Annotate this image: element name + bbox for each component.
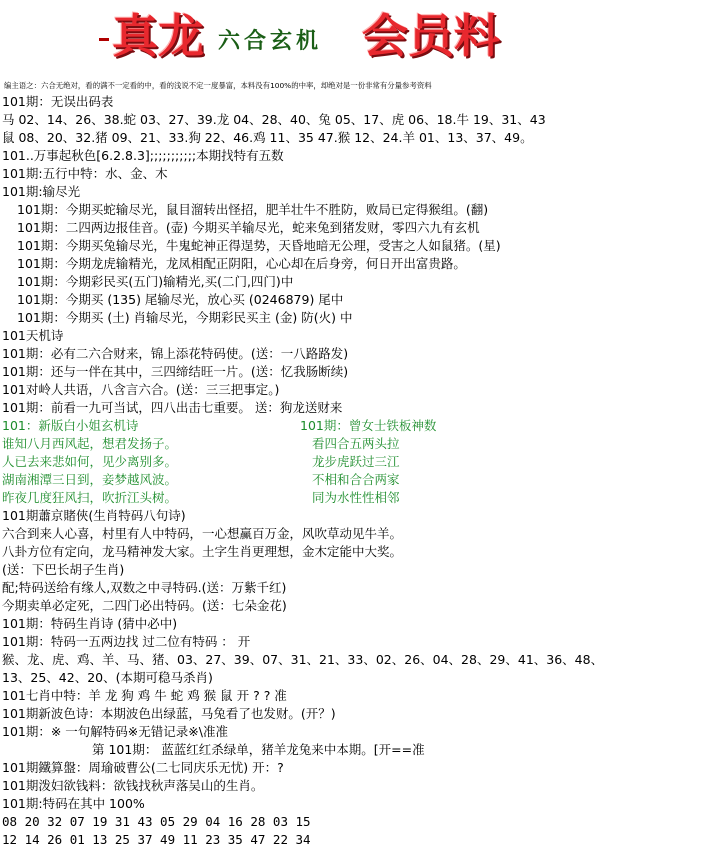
- text-line: 101期：※ 一句解特码※无错记录※\准准: [2, 724, 228, 739]
- header-dash: [99, 38, 109, 41]
- text-line: 101期蕭京賭俠(生肖特码八句诗): [2, 508, 186, 523]
- title-part-3: 会员料: [362, 9, 500, 63]
- text-line: 101期:五行中特：水、金、木: [2, 166, 168, 181]
- text-line: 101期：今期买 (135) 尾输尽光，放心买 (0246879) 尾中: [17, 292, 344, 307]
- poem-right-line: 不相和合合两家: [312, 472, 400, 487]
- text-line: 101期:输尽光: [2, 184, 81, 199]
- poem-left-line: 昨夜几度狂风扫，吹折江头树。: [2, 490, 178, 505]
- poem-right-line: 看四合五两头拉: [312, 436, 400, 451]
- title-part-2: 六合玄机: [218, 28, 323, 54]
- text-line: 101期鐵算盤：周瑜破曹公(二七同庆乐无忧) 开：?: [2, 760, 284, 775]
- editor-tagline: 编主语之：六合无绝对，看的满不一定看的中，看的浅说不定一度暴富，本料没有100%的中率，却绝对是一份非常有分量参考资料: [4, 81, 432, 90]
- poem-right-line: 龙步虎跃过三江: [312, 454, 400, 469]
- text-line: 101期：今期龙虎输精光，龙凤相配正阴阳，心心却在后身旁，何日开出富贵路。: [17, 256, 466, 271]
- text-line: 101期：二四两边报佳音。(壶) 今期买羊输尽光，蛇来兔到猪发财，零四六九有玄机: [17, 220, 480, 235]
- text-line: 101期：必有二六合财来，锦上添花特码使。(送：一八路路发): [2, 346, 349, 361]
- poem-left-title: 101：新版白小姐玄机诗: [2, 418, 139, 433]
- text-line: 101天机诗: [2, 328, 64, 343]
- title-part-1: 真龙: [112, 9, 204, 63]
- text-line: 101期：特码一五两边找 过二位有特码 ： 开: [2, 634, 251, 649]
- text-line: 配;特码送给有缘人,双数之中寻特码.(送：万紫千红): [2, 580, 287, 595]
- poem-right-line: 同为水性性相邻: [312, 490, 400, 505]
- text-line: 101期：今期买兔输尽光，牛鬼蛇神正得逞势，天昏地暗无公理，受害之人如鼠猪。(星): [17, 238, 501, 253]
- number-row: 08 20 32 07 19 31 43 05 29 04 16 28 03 15: [2, 814, 311, 829]
- text-line: 101期：今期买 (土) 肖输尽光，今期彩民买主 (金) 防(火) 中: [17, 310, 353, 325]
- text-line: (送：下巴长胡子生肖): [2, 562, 125, 577]
- text-line: 101期：前看一九可当试，四八出击七重要。 送：狗龙送财来: [2, 400, 343, 415]
- text-line: 101期：还与一伴在其中，三四缔结旺一片。(送：忆我肠断续): [2, 364, 349, 379]
- poem-right-title: 101期：曾女士铁板神数: [300, 418, 437, 433]
- text-line: 101七肖中特：羊 龙 狗 鸡 牛 蛇 鸡 猴 鼠 开 ? ? 准: [2, 688, 287, 703]
- poem-left-line: 人已去来悲如何，见少离别多。: [2, 454, 178, 469]
- text-line: 第 101期： 蓝蓝红红杀绿单，猪羊龙兔来中本期。[开==准: [92, 742, 425, 757]
- text-line: 101期：今期彩民买(五门)输精光,买(二门,四门)中: [17, 274, 294, 289]
- text-line: 101期新波色诗：本期波色出绿蓝，马兔看了也发财。(开？): [2, 706, 336, 721]
- page-header: [0, 0, 720, 78]
- text-line: 猴、龙、虎、鸡、羊、马、猪、03、27、39、07、31、21、33、02、26、04、28、29、41、36、48、: [2, 652, 604, 667]
- text-line: 13、25、42、20、(本期可稳马杀肖): [2, 670, 213, 685]
- text-line: 马 02、14、26、38.蛇 03、27、39.龙 04、28、40、兔 05、17、虎 06、18.牛 19、31、43: [2, 112, 546, 127]
- text-line: 今期卖单必定死，二四门必出特码。(送：七朵金花): [2, 598, 287, 613]
- text-line: 101期泼妇欲钱料：欲钱找秋声落吴山的生肖。: [2, 778, 264, 793]
- text-line: 六合到来人心喜，村里有人中特码，一心想赢百万金，风吹草动见牛羊。: [2, 526, 403, 541]
- text-line: 101期：今期买蛇输尽光，鼠目溜转出怪招，肥羊壮牛不胜防，败局已定得猴组。(翻): [17, 202, 489, 217]
- text-line: 鼠 08、20、32.猪 09、21、33.狗 22、46.鸡 11、35 47.猴 12、24.羊 01、13、37、49。: [2, 130, 533, 145]
- poem-left-line: 谁知八月西风起，想君发扬子。: [2, 436, 178, 451]
- text-line: 101期：无误出码表: [2, 94, 114, 109]
- number-row: 12 14 26 01 13 25 37 49 11 23 35 47 22 34: [2, 832, 311, 847]
- text-line: 101对岭人共语，八含言六合。(送：三三把事定。): [2, 382, 280, 397]
- text-line: 101期:特码在其中 100%: [2, 796, 145, 811]
- text-line: 八卦方位有定向，龙马精神发大家。土字生肖更理想，金木定能中大奖。: [2, 544, 403, 559]
- text-line: 101期：特码生肖诗 (猜中必中): [2, 616, 178, 631]
- poem-left-line: 湖南湘潭三日到，妾梦越风波。: [2, 472, 178, 487]
- text-line: 101..万事起秋色[6.2.8.3];;;;;;;;;;;本期找特有五数: [2, 148, 284, 163]
